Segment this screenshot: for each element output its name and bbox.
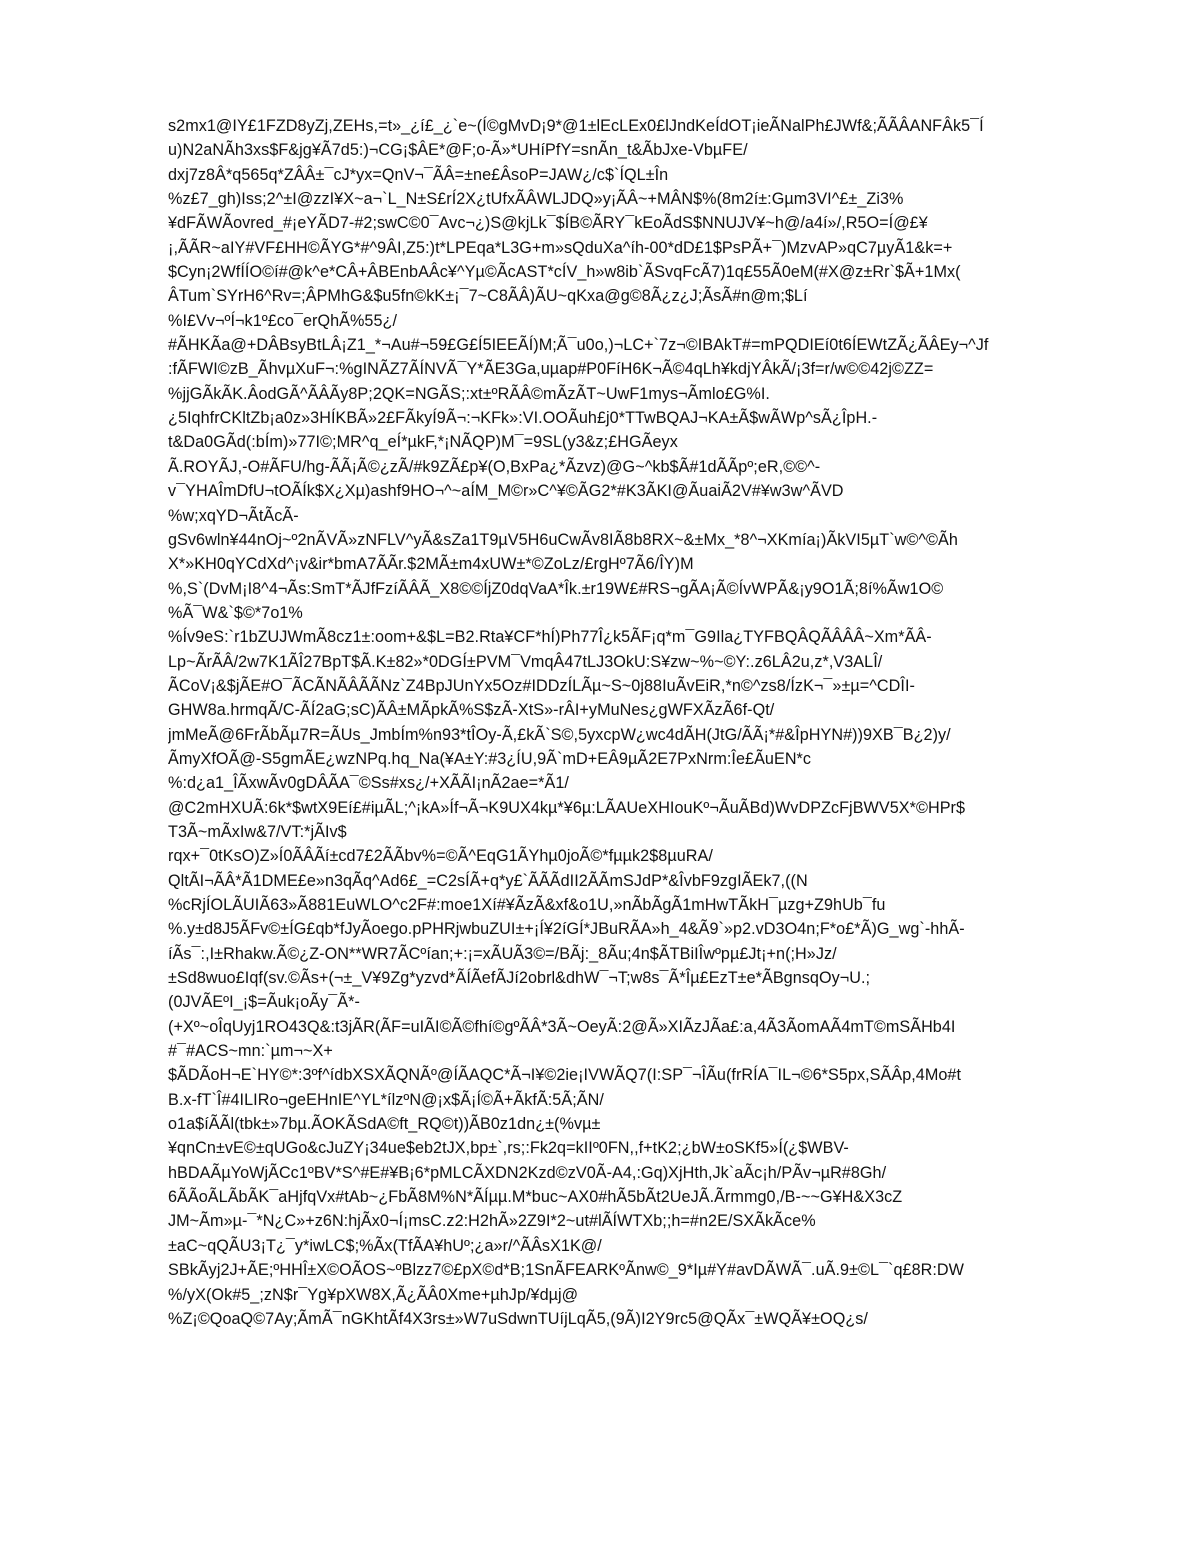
text-line: s2mx1@IY£1FZD8yZj,ZEHs,=t»_¿í£_¿`e~(Í©gMvD¡9*@1±lEcLEx0£lJndKeÍdOT¡ieÃNalPh£JWf&;ÃÃÂANFÂk5¯Í (168, 117, 984, 135)
text-line: rqx+¯0tKsO)Z»Í0ÃÂÃí±cd7£2ÃÃbv%=©Ã^EqG1ÃYhµ0joÃ©*fµµk2$8µuRA/ (168, 847, 713, 866)
text-line: %/yX(Ok#5_;zN$r¯Yg¥pXW8X,Ã¿ÃÂ0Xme+µhJp/¥dµj@ (168, 1285, 579, 1304)
text-line: dxj7z8Â*q565q*ZÂÂ±¯cJ*yx=QnV¬¯ÃÂ=±ne£ÂsoP=JAW¿/c$`ÍQL±În (168, 165, 669, 184)
text-line: ÃCoV¡&$jÃE#O¯ÃCÃNÃÂÃÃNz`Z4BpJUnYx5Oz#IDDzÍLÃµ~S~0j88IuÃvEiR,*n©^zs8/ÍzK¬¯»±µ=^CDÎI- (168, 676, 915, 695)
text-line: t&Da0GÃd(:bÍm)»77I©;MR^q_eÍ*µkF,*¡NÃQP)M¯=9SL(y3&z;£HGÃeyx (168, 433, 678, 452)
text-line: #ÃHKÃa@+DÂBsyBtLÂ¡Z1_*¬Au#¬59£G£Í5IEEÃÍ)M;Ã¯u0o,)¬LC+`7z¬©IBAkT#=mPQDIEí0t6ÍEWtZÃ¿ÃÂEy¬^Jf (168, 336, 989, 355)
text-line: %Ã¯W&`$©*7o1% (168, 603, 303, 622)
text-line: ÃmyXfOÃ@-S5gmÃE¿wzNPq.hq_Na(¥A±Y:#3¿ÍU,9Ã`mD+EÂ9µÃ2E7PxNrm:Îe£ÃuEN*c (168, 749, 812, 768)
text-line: #¯#ACS~mn:`µm¬~X+ (168, 1042, 333, 1061)
text-line: GHW8a.hrmqÃ/C-ÃÍ2aG;sC)ÃÂ±MÃpkÃ%S$zÃ-XtS»-rÂI+yMuNes¿gWFXÃzÃ6f-Qt/ (168, 701, 775, 720)
document-body (168, 114, 1128, 1331)
text-line: %Z¡©QoaQ©7Ay;ÃmÃ¯nGKhtÃf4X3rs±»W7uSdwnTUíjLqÃ5,(9Ã)I2Y9rc5@QÃx¯±WQÃ¥±OQ¿s/ (168, 1309, 868, 1328)
text-line: hBDAÃµYoWjÃCc1ºBV*S^#E#¥B¡6*pMLCÃXDN2Kzd©zV0Ã-A4,:Gq)XjHth,Jk`aÃc¡h/PÃv¬µR#8Gh/ (168, 1163, 887, 1182)
text-line: (+Xº~oÎqUyj1RO43Q&:t3jÃR(ÃF=uIÃI©Ã©fhí©gºÃÂ*3Ã~OeyÃ:2@Ã»XIÃzJÃa£:a,4Ã3ÃomAÃ4mT©mSÃHb4I (168, 1017, 956, 1036)
text-line: $ÃDÃoH¬E`HY©*:3ºf^ídbXSXÃQNÃº@ÍÃAQC*Ã¬I¥©2ie¡IVWÃQ7(I:SP¯¬ÎÃu(frRÍA¯IL¬©6*S5px,SÃÂp,4Mo#t (168, 1066, 962, 1085)
text-line: JM~Ãm»µ-¯*N¿C»+z6N:hjÃx0¬Í¡msC.z2:H2hÃ»2Z9I*2~ut#lÃÍWTXb;;h=#n2E/SXÃkÃce% (168, 1212, 816, 1231)
text-line: ¥dFÃWÃovred_#¡eYÃD7-#2;swC©0¯Avc¬¿)S@kjLk¯$ÍB©ÃRY¯kEoÃdS$NNUJV¥~h@/a4í»/,R5O=Í@£¥ (168, 214, 928, 233)
text-line: %z£7_gh)Iss;2^±I@zzI¥X~a¬`L_N±S£rÍ2X¿tUfxÃÂWLJDQ»y¡ÃÂ~+MÂN$%(8m2í±:Gµm3VI^£±_Zi3% (168, 190, 904, 209)
text-line: %,S`(DvM¡I8^4¬Ãs:SmT*ÃJfFzíÃÂÃ_X8©©ÍjZ0dqVaA*Îk.±r19W£#RS¬gÃA¡Ã©ÍvWPÃ&¡y9O1Ã;8í%Ãw1O© (168, 579, 944, 598)
text-line: ¥qnCn±vE©±qUGo&cJuZY¡34ue$eb2tJX,bp±`,rs;:Fk2q=kIIº0FN,,f+tK2;¿bW±oSKf5»Í(¿$WBV- (168, 1139, 849, 1158)
text-line: %.y±d8J5ÃFv©±ÍG£qb*fJyÃoego.pPHRjwbuZUI±+¡Í¥2íGÍ*JBuRÃA»h_4&Ã9`»p2.vD3O4n;F*o£*Ã)G_wg`-hhÃ- (168, 920, 965, 939)
text-line: gSv6wln¥44nOj~º2nÃVÃ»zNFLV^yÃ&sZa1T9µV5H6uCwÃv8IÃ8b8RX~&±Mx_*8^¬XKmía¡)ÃkVI5µT`w©^©Ãh (168, 530, 958, 549)
text-line: T3Ã~mÃxIw&7/VT:*jÃIv$ (168, 822, 347, 841)
text-line: (0JVÃEºI_¡$=Ãuk¡oÃy¯Ã*- (168, 993, 360, 1012)
text-line: ÂTum`SYrH6^Rv=;ÂPMhG&$u5fn©kK±¡¯7~C8ÃÂ)ÃU~qKxa@g©8Ã¿z¿J;ÃsÃ#n@m;$Lí (168, 287, 808, 306)
text-line: :fÃFWI©zB_ÃhvµXuF¬:%gINÃZ7ÃÍNVÃ¯Y*ÃE3Ga,uµap#P0FíH6K¬Ã©4qLh¥kdjYÂkÃ/¡3f=r/w©©42j©ZZ= (168, 360, 934, 379)
text-line: X*»KH0qYCdXd^¡v&ir*bmA7ÃÃr.$2MÃ±m4xUW±*©ZoLz/£rgHº7Ã6/ÎY)M (168, 555, 694, 574)
text-line: %w;xqYD¬ÃtÃcÃ- (168, 506, 299, 525)
text-line: B.x-fT`Î#4ILIRo¬geEHnIE^YL*ílzºN@¡x$Ã¡Í©Ã+ÃkfÃ:5Ã;ÃN/ (168, 1090, 604, 1109)
text-line: SBkÃyj2J+ÃE;ºHHÎ±X©OÃOS~ºBlzz7©£pX©d*B;1SnÃFEARKºÃnw©_9*Iµ#Y#avDÃWÃ¯.uÃ.9±©L¯`q£8R:DW (168, 1261, 964, 1280)
text-line: $Cyn¡2WfÍÍO©í#@k^e*CÂ+ÂBEnbAÂc¥^Yµ©ÃcAST*cÍV_h»w8ib`ÃSvqFcÃ7)1q£55Ã0eM(#X@z±Rr`$Ã+1Mx( (168, 263, 961, 282)
text-line: ¿5IqhfrCKltZb¡a0z»3HÍKBÃ»2£FÃkyÍ9Ã¬:¬KFk»:VI.OOÃuh£j0*TTwBQAJ¬KA±Ã$wÃWp^sÃ¿ÎpH.- (168, 409, 878, 428)
text-line: %:d¿a1_ÎÃxwÃv0gDÂÃA¯©Ss#xs¿/+XÃÃI¡nÃ2ae=*Ã1/ (168, 774, 569, 793)
text-line: %cRjÍOLÃUIÃ63»Ã881EuWLO^c2F#:moe1Xí#¥ÃzÃ&xf&o1U,»nÃbÃgÃ1mHwTÃkH¯µzg+Z9hUb¯fu (168, 896, 886, 914)
text-line: 6ÃÃoÃLÃbÃK¯aHjfqVx#tAb~¿FbÃ8M%N*ÃÍµµ.M*buc~AX0#hÃ5bÃt2UeJÃ.Ãrmmg0,/B-~~G¥H&X3cZ (168, 1188, 903, 1207)
text-line: Ã.ROYÃJ,-O#ÃFU/hg-ÃÃ¡Ã©¿zÃ/#k9ZÃ£p¥(O,BxPa¿*Ãzvz)@G~^kb$Ã#1dÃÃpº;eR,©©^- (168, 457, 821, 476)
text-line: o1a$íÃÃl(tbk±»7bµ.ÃOKÃSdA©ft_RQ©t))ÃB0z1dn¿±(%vµ± (168, 1115, 601, 1134)
text-line: @C2mHXUÃ:6k*$wtX9Eí£#iµÃL;^¡kA»Íf¬Ã¬K9UX4kµ*¥6µ:LÃAUeXHIouKº¬ÃuÃBd)WvDPZcFjBWV5X*©HPr$ (168, 798, 966, 817)
text-line: %jjGÃkÃK.ÂodGÃ^ÃÂÃy8P;2QK=NGÃS;:xt±ºRÃÂ©mÃzÃT~UwF1mys¬Ãmlo£G%I. (168, 384, 770, 403)
text-line: jmMeÃ@6FrÃbÃµ7R=ÃUs_JmbÍm%n93*tÎOy-Ã,£kÃ`S©,5yxcpW¿wc4dÃH(JtG/ÃÃ¡*#&ÎpHYN#))9XB¯B¿2)y/ (168, 725, 951, 744)
text-line: v¯YHAÎmDfU¬tOÃÍk$X¿Xµ)ashf9HO¬^~aÍM_M©r»C^¥©ÃG2*#K3ÃKI@ÃuaiÃ2V#¥w3w^ÃVD (168, 482, 844, 501)
text-line: ¡,ÃÃR~aIY#VF£HH©ÃYG*#^9ÂI,Z5:)t*LPEqa*L3G+m»sQduXa^íh-00*dD£1$PsPÃ+¯)MzvAP»qC7µyÃ1&k=+ (168, 238, 953, 257)
text-line: íÃs¯:,I±Rhakw.Ã©¿Z-ON**WR7ÃCºían;+:¡=xÃUÃ3©=/BÃj:_8Ãu;4n$ÃTBiIÎwºpµ£Jt¡+n(;H»Jz/ (168, 944, 837, 963)
text-line: u)N2aNÃh3xs$F&jg¥Ã7d5:)¬CG¡$ÂE*@F;o-Ã»*UHíPfY=snÃn_t&ÃbJxe-VbµFE/ (168, 141, 748, 160)
text-line: %Ív9eS:`r1bZUJWmÃ8cz1±:oom+&$L=B2.Rta¥CF*hÍ)Ph77Î¿k5ÃF¡q*m¯G9Ila¿TYFBQÂQÃÂÂÂ~Xm*ÃÂ- (168, 628, 932, 647)
text-line: ±Sd8wuo£Iqf(sv.©Ãs+(¬±_V¥9Zg*yzvd*ÃÍÃefÃJí2obrl&dhW¯¬T;w8s¯Ã*Îµ£EzT±e*ÃBgnsqOy¬U.; (168, 969, 871, 988)
text-line: QltÃI¬ÃÂ*Ã1DME£e»n3qÃq^Ad6£_=C2sÍÃ+q*y£`ÃÃÃdII2ÃÃmSJdP*&ÎvbF9zgIÃEk7,((N (168, 871, 808, 890)
text-line: %I£Vv¬ºÍ¬k1º£co¯erQhÃ%55¿/ (168, 311, 398, 330)
text-line: Lp~ÃrÃÂ/2w7K1ÃÎ27BpT$Ã.K±82»*0DGÍ±PVM¯VmqÂ47tLJ3OkU:S¥zw~%~©Y:.z6LÂ2u,z*,V3ALÎ/ (168, 652, 883, 671)
text-line: ±aC~qQÃU3¡T¿¯y*iwLC$;%Ãx(TfÃA¥hUº;¿a»r/^ÃÂsX1K@/ (168, 1236, 602, 1255)
